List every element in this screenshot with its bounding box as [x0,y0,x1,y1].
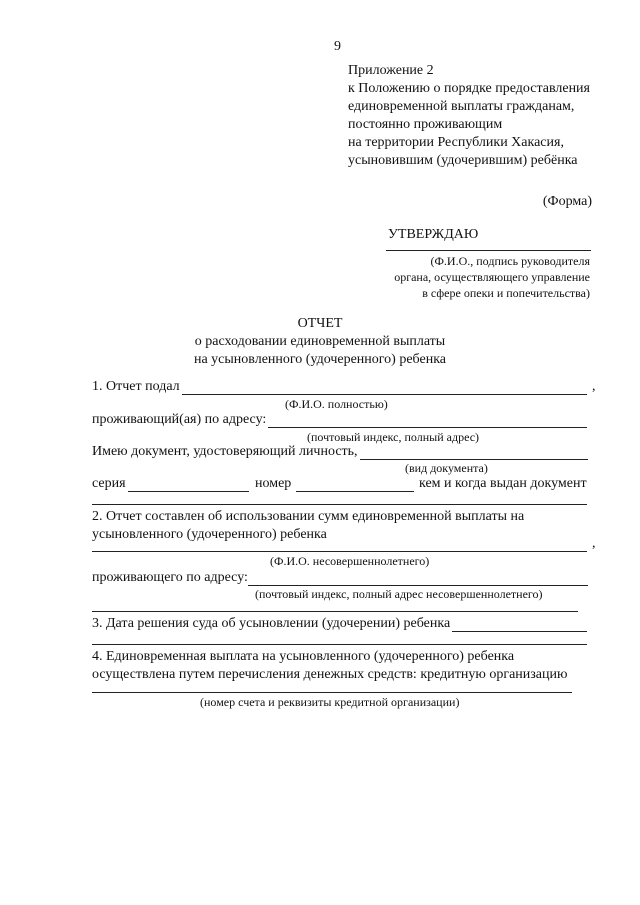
fio-caption: (Ф.И.О. полностью) [285,397,388,411]
appendix-line: к Положению о порядке предоставления [348,81,590,96]
comma: , [592,536,596,551]
minor-address-caption: (почтовый индекс, полный адрес несовершеннолетнего) [255,587,543,601]
issued-by-label: кем и когда выдан документ [419,476,587,491]
approval-signature-line[interactable] [386,250,591,251]
section2-text: усыновленного (удочеренного) ребенка [92,527,327,542]
identity-doc-field[interactable] [360,459,588,460]
page-number: 9 [334,39,341,54]
court-decision-field-extra[interactable] [92,644,587,645]
minor-name-field[interactable] [92,551,587,552]
comma: , [592,379,596,394]
minor-fio-caption: (Ф.И.О. несовершеннолетнего) [270,554,430,568]
report-title: ОТЧЕТ [297,316,343,331]
number-field[interactable] [296,491,414,492]
appendix-line: постоянно проживающим [348,117,503,132]
identity-doc-label: Имею документ, удостоверяющий личность, [92,444,358,459]
submitted-by-label: 1. Отчет подал [92,379,180,394]
residing-label: проживающий(ая) по адресу: [92,412,267,427]
approval-caption: (Ф.И.О., подпись руководителя [430,254,590,268]
court-decision-label: 3. Дата решения суда об усыновлении (удочерении) ребенка [92,616,451,631]
section4-text: 4. Единовременная выплата на усыновленного (удочеренного) ребенка [92,649,515,664]
section4-text: осуществлена путем перечисления денежных средств: кредитную организацию [92,667,568,682]
bank-account-caption: (номер счета и реквизиты кредитной организации) [200,695,460,709]
court-decision-date-field[interactable] [452,631,587,632]
bank-account-field[interactable] [92,692,572,693]
minor-residing-label: проживающего по адресу: [92,570,248,585]
appendix-title: Приложение 2 [348,63,434,78]
approval-title: УТВЕРЖДАЮ [388,227,479,242]
minor-address-field-extra[interactable] [92,611,578,612]
appendix-line: единовременной выплаты гражданам, [348,99,575,114]
report-subtitle: на усыновленного (удочеренного) ребенка [193,352,447,367]
address-caption: (почтовый индекс, полный адрес) [307,430,480,444]
report-subtitle: о расходовании единовременной выплаты [194,334,446,349]
doc-type-caption: (вид документа) [405,461,488,475]
approval-caption: в сфере опеки и попечительства) [422,286,590,300]
issued-by-field[interactable] [92,504,587,505]
series-field[interactable] [128,491,249,492]
number-label: номер [255,476,292,491]
section2-text: 2. Отчет составлен об использовании сумм единовременной выплаты на [92,509,525,524]
appendix-line: усыновившим (удочерившим) ребёнка [348,153,578,168]
submitter-address-field[interactable] [268,427,587,428]
submitter-name-field[interactable] [182,394,587,395]
series-label: серия [92,476,126,491]
minor-address-field[interactable] [248,585,588,586]
appendix-line: на территории Республики Хакасия, [348,135,564,150]
form-label: (Форма) [542,194,592,209]
approval-caption: органа, осуществляющего управление [394,270,590,284]
